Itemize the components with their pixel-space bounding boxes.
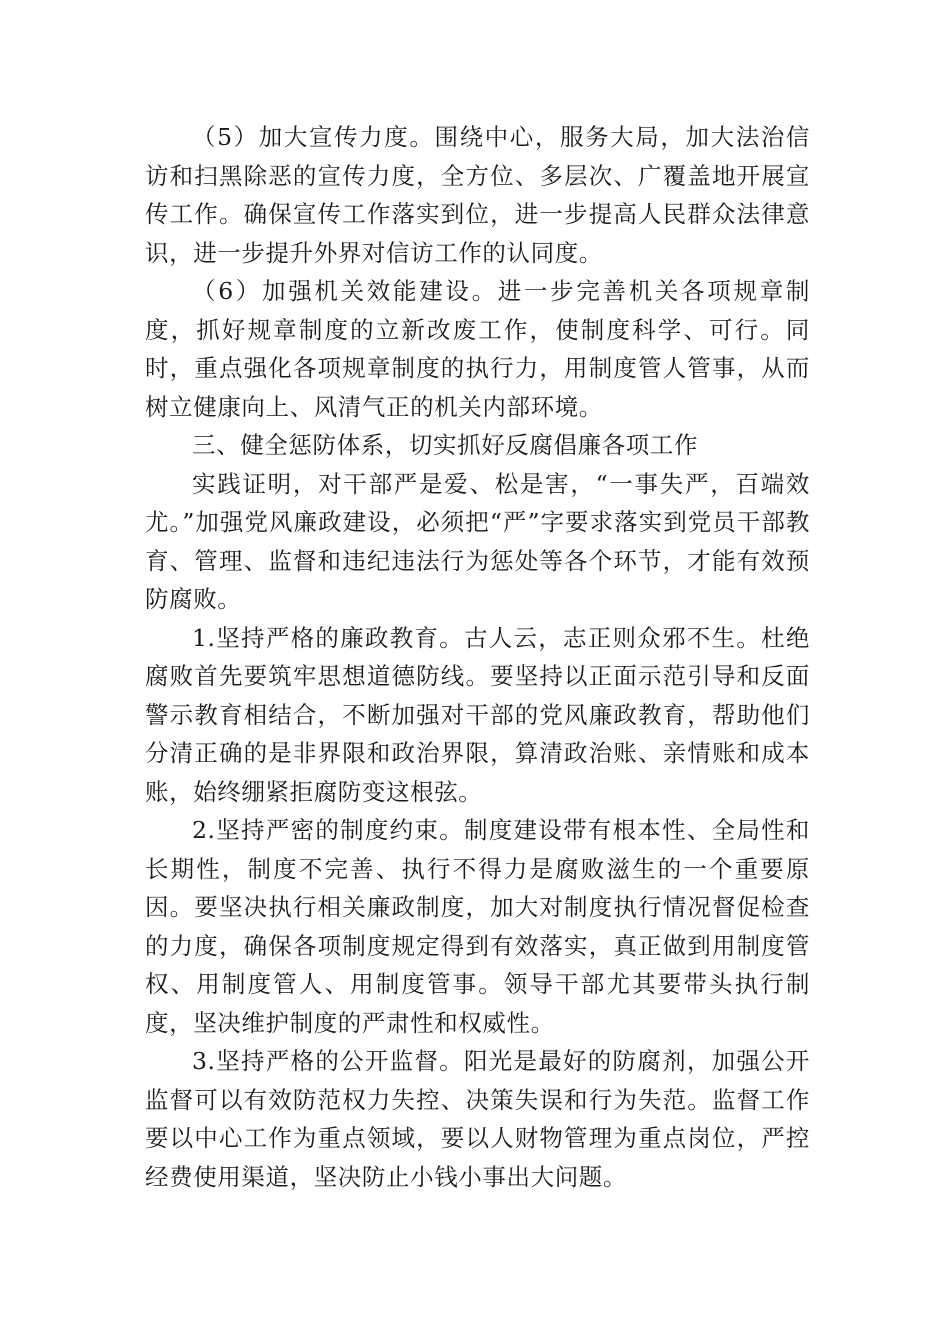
paragraph-system: 2.坚持严密的制度约束。制度建设带有根本性、全局性和长期性，制度不完善、执行不得力是腐败滋生的一个重要原因。要坚决执行相关廉政制度，加大对制度执行情况督促检查的力度，确保各项制度规定得到有效落实，真正做到用制度管权、用制度管人、用制度管事。领导干部尤其要带头执行制度，坚决维护制度的严肃性和权威性。 [145,816,810,1037]
paragraph-practice: 实践证明，对干部严是爱、松是害，“一事失严，百端效尤。”加强党风廉政建设，必须把“严”字要求落实到党员干部教育、管理、监督和违纪违法行为惩处等各个环节，才能有效预防腐败。 [145,469,810,613]
section-heading-3: 三、健全惩防体系，切实抓好反腐倡廉各项工作 [192,431,699,459]
paragraph-education: 1.坚持严格的廉政教育。古人云，志正则众邪不生。杜绝腐败首先要筑牢思想道德防线。要坚持以正面示范引导和反面警示教育相结合，不断加强对干部的党风廉政教育，帮助他们分清正确的是非界限和政治界限，算清政治账、亲情账和成本账，始终绷紧拒腐防变这根弦。 [145,623,810,806]
document-body [145,118,810,1196]
paragraph-supervision: 3.坚持严格的公开监督。阳光是最好的防腐剂，加强公开监督可以有效防范权力失控、决策失误和行为失范。监督工作要以中心工作为重点领域，要以人财物管理为重点岗位，严控经费使用渠道，坚决防止小钱小事出大问题。 [145,1047,810,1191]
paragraph-efficiency: （6）加强机关效能建设。进一步完善机关各项规章制度，抓好规章制度的立新改废工作，使制度科学、可行。同时，重点强化各项规章制度的执行力，用制度管人管事，从而树立健康向上、风清气正的机关内部环境。 [145,277,810,421]
paragraph-publicity: （5）加大宣传力度。围绕中心，服务大局，加大法治信访和扫黑除恶的宣传力度，全方位、多层次、广覆盖地开展宣传工作。确保宣传工作落实到位，进一步提高人民群众法律意识，进一步提升外界对信访工作的认同度。 [145,123,810,267]
